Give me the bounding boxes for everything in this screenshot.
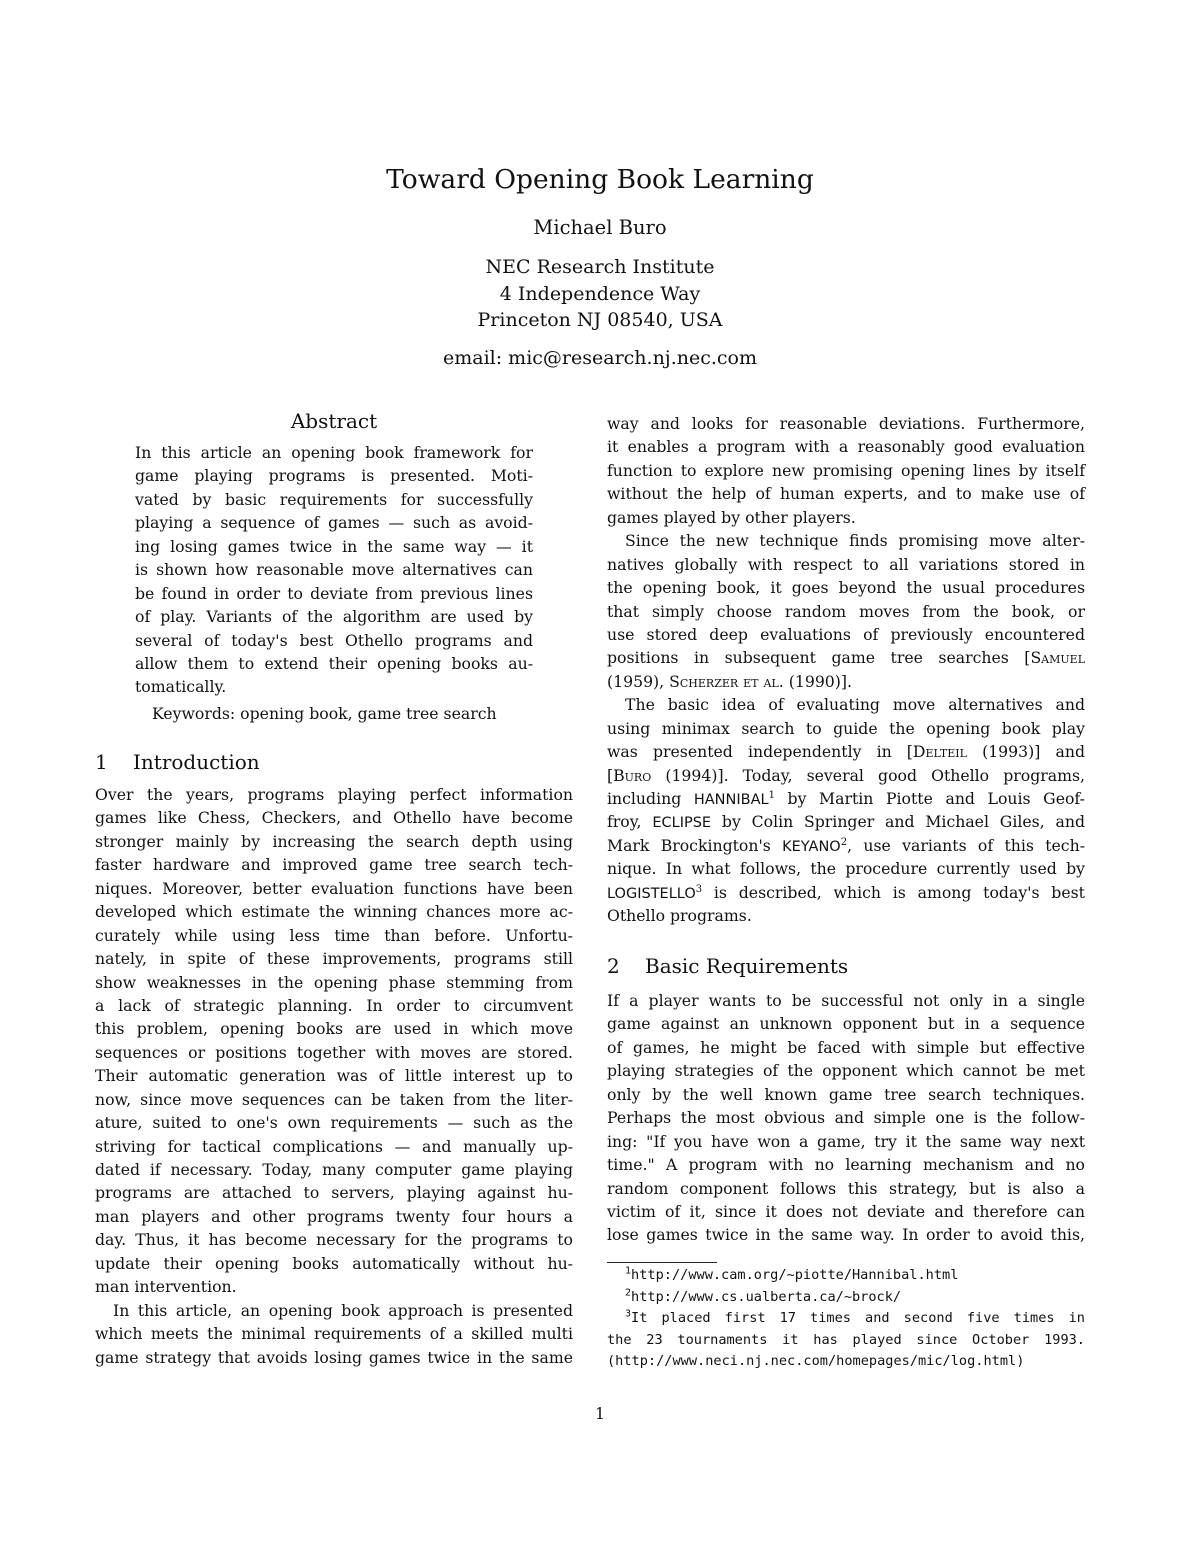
- text-run: froy,: [607, 812, 653, 832]
- footnote-3: [607, 1308, 1085, 1373]
- footnote-line[interactable]: (http://www.neci.nj.nec.com/homepages/mic/log.html): [607, 1353, 1025, 1369]
- body-line: [607, 670, 1085, 693]
- section-title: Introduction: [133, 750, 260, 774]
- text-run: Mark Brockington's: [607, 835, 783, 855]
- paper-title: Toward Opening Book Learning: [386, 164, 814, 195]
- body-line: [607, 764, 1085, 787]
- body-line: time." A program with no learning mechanism and no: [607, 1155, 1085, 1175]
- body-line: day. Thus, it has become necessary for the programs to: [95, 1230, 573, 1250]
- body-line: natives globally with respect to all variations stored in: [607, 554, 1085, 574]
- footnote-line: [607, 1308, 1085, 1330]
- footnote-mark: 3: [695, 883, 703, 895]
- text-run: , use variants of this tech-: [847, 835, 1085, 855]
- body-line: lose games twice in the same way. In order to avoid this,: [607, 1225, 1085, 1245]
- body-line: using minimax search to guide the opening book play: [607, 718, 1085, 738]
- body-line: Perhaps the most obvious and simple one is the follow-: [607, 1108, 1085, 1128]
- section-heading-basic-requirements: [607, 952, 848, 980]
- footnote-line: the 23 tournaments it has played since October 1993.: [607, 1331, 1085, 1348]
- footnote-number: 2: [625, 1287, 632, 1299]
- body-line: programs are attached to servers, playing against hu-: [95, 1183, 573, 1203]
- footnote-mark: 2: [840, 836, 848, 848]
- body-line: without the help of human experts, and to make use of: [607, 484, 1085, 504]
- abstract-line: vated by basic requirements for successfully: [135, 489, 533, 509]
- abstract-line: playing a sequence of games — such as avoid-: [135, 513, 533, 533]
- program-name: ECLIPSE: [652, 815, 712, 832]
- abstract-line: be found in order to deviate from previous lines: [135, 583, 533, 603]
- body-line: games like Chess, Checkers, and Othello have become: [95, 808, 573, 828]
- footnote-mark: 1: [768, 789, 775, 801]
- body-line: [607, 646, 1085, 669]
- text-run: (1959),: [607, 671, 670, 691]
- program-name: KEYANO: [782, 838, 841, 855]
- citation: Scherzer et al.: [669, 671, 784, 691]
- author-name: Michael Buro: [533, 216, 667, 239]
- body-line: developed which estimate the winning chances more ac-: [95, 902, 573, 922]
- footnote-number: 1: [625, 1265, 632, 1277]
- footnote-2: [607, 1287, 1085, 1309]
- body-line: [607, 834, 1085, 857]
- body-line: stronger mainly by increasing the search depth using: [95, 831, 573, 851]
- abstract-line: In this article an opening book framework for: [135, 443, 533, 462]
- citation: Buro: [613, 765, 652, 785]
- footnote-number: 3: [625, 1308, 632, 1320]
- footnote-url[interactable]: http://www.cs.ualberta.ca/~brock/: [631, 1289, 902, 1305]
- text-run: (1994)]. Today, several good Othello programs,: [651, 765, 1085, 785]
- affiliation-line: Princeton NJ 08540, USA: [477, 309, 723, 331]
- body-line: use stored deep evaluations of previously encountered: [607, 624, 1085, 644]
- body-line: The basic idea of evaluating move alternatives and: [625, 695, 1085, 715]
- footnote-url[interactable]: http://www.cam.org/~piotte/Hannibal.html: [631, 1267, 959, 1283]
- abstract-line: game playing programs is presented. Moti-: [135, 466, 533, 486]
- body-line: which meets the minimal requirements of a skilled multi: [95, 1324, 573, 1344]
- body-line: faster hardware and improved game tree search tech-: [95, 855, 573, 875]
- text-run: (1990)].: [783, 671, 853, 691]
- body-line: victim of it, since it does not deviate and therefore can: [607, 1201, 1085, 1221]
- section-title: Basic Requirements: [645, 954, 849, 978]
- body-line: ing: "If you have won a game, try it the same way next: [607, 1131, 1085, 1151]
- body-line: nately, in spite of these improvements, programs still: [95, 949, 573, 969]
- body-line: now, since move sequences can be taken from the liter-: [95, 1089, 573, 1109]
- body-line: If a player wants to be successful not only in a single: [607, 991, 1085, 1010]
- basic-requirements-body: [607, 989, 1085, 1247]
- footnote-body: [607, 1289, 901, 1305]
- body-line: game against an unknown opponent but in a sequence: [607, 1014, 1085, 1034]
- body-line: it enables a program with a reasonably good evaluation: [607, 437, 1085, 457]
- body-line: of games, he might be faced with simple but effective: [607, 1037, 1085, 1057]
- keywords: Keywords: opening book, game tree search: [152, 704, 497, 723]
- abstract-line: several of today's best Othello programs and: [135, 630, 533, 650]
- text-run: by Colin Springer and Michael Giles, and: [711, 812, 1085, 832]
- footnote-1: [607, 1265, 1085, 1287]
- footnote-rule: [607, 1262, 717, 1263]
- right-column-body: [607, 412, 1085, 928]
- citation: Samuel: [1030, 648, 1085, 668]
- body-line: [607, 787, 1085, 810]
- body-line: a lack of strategic planning. In order to circumvent: [95, 995, 573, 1015]
- body-line: Othello programs.: [607, 906, 752, 926]
- body-line: ature, suited to one's own requirements — such as the: [95, 1113, 573, 1133]
- section-number: 2: [607, 954, 620, 978]
- body-line: [607, 881, 1085, 904]
- author-email: email: mic@research.nj.nec.com: [443, 347, 757, 369]
- text-run: (1993)] and: [966, 742, 1085, 762]
- body-line: Over the years, programs playing perfect information: [95, 785, 573, 804]
- body-line: niques. Moreover, better evaluation functions have been: [95, 878, 573, 898]
- body-line: In this article, an opening book approach is presented: [113, 1300, 573, 1320]
- abstract-heading: Abstract: [290, 409, 378, 433]
- body-line: random component follows this strategy, but is also a: [607, 1178, 1085, 1198]
- body-line: sequences or positions together with moves are stored.: [95, 1042, 573, 1062]
- text-run: [: [607, 765, 614, 785]
- text-run: was presented independently in [: [607, 742, 913, 762]
- text-run: positions in subsequent game tree searches [: [607, 648, 1031, 668]
- body-line: [607, 740, 1085, 763]
- body-line: function to explore new promising opening lines by itself: [607, 460, 1085, 480]
- abstract-line: tomatically.: [135, 677, 227, 697]
- text-run: including: [607, 789, 694, 808]
- body-line: dated if necessary. Today, many computer game playing: [95, 1160, 573, 1179]
- introduction-body: [95, 783, 573, 1369]
- body-line: games played by other players.: [607, 507, 856, 527]
- program-name: HANNIBAL: [693, 792, 769, 808]
- abstract-line: allow them to extend their opening books au-: [135, 653, 533, 673]
- body-line: show weaknesses in the opening phase stemming from: [95, 972, 573, 992]
- affiliation: [0, 254, 1200, 334]
- abstract-line: is shown how reasonable move alternatives can: [135, 560, 533, 580]
- affiliation-line: 4 Independence Way: [499, 282, 701, 305]
- section-number: 1: [95, 750, 108, 774]
- page-number: 1: [595, 1404, 605, 1423]
- body-line: this problem, opening books are used in which move: [95, 1019, 573, 1039]
- affiliation-line: NEC Research Institute: [485, 256, 715, 278]
- citation: Delteil: [912, 742, 967, 762]
- text-run: is described, which is among today's best: [702, 882, 1085, 902]
- body-line: curately while using less time than before. Unfortu-: [95, 925, 573, 945]
- body-line: nique. In what follows, the procedure currently used by: [607, 859, 1085, 879]
- section-heading-introduction: [95, 748, 260, 776]
- text-run: It placed first 17 times and second five times in: [631, 1310, 1085, 1326]
- body-line: game strategy that avoids losing games twice in the same: [95, 1347, 573, 1367]
- body-line: [607, 810, 1085, 833]
- abstract-line: ing losing games twice in the same way — it: [135, 536, 533, 556]
- body-line: the opening book, it goes beyond the usual procedures: [607, 578, 1085, 598]
- program-name: LOGISTELLO: [607, 885, 696, 902]
- body-line: Their automatic generation was of little interest up to: [95, 1066, 573, 1086]
- body-line: man intervention.: [95, 1277, 237, 1297]
- body-line: striving for tactical complications — and manually up-: [95, 1136, 573, 1156]
- abstract-body: [135, 441, 533, 699]
- abstract-line: of play. Variants of the algorithm are used by: [135, 607, 533, 627]
- text-run: by Martin Piotte and Louis Geof-: [774, 789, 1085, 808]
- body-line: Since the new technique finds promising move alter-: [625, 531, 1085, 551]
- body-line: way and looks for reasonable deviations. Furthermore,: [607, 414, 1085, 433]
- body-line: man players and other programs twenty four hours a: [95, 1206, 573, 1226]
- footnote-body: [607, 1267, 958, 1283]
- body-line: that simply choose random moves from the book, or: [607, 601, 1085, 621]
- body-line: only by the well known game tree search techniques.: [607, 1084, 1085, 1104]
- body-line: playing strategies of the opponent which cannot be met: [607, 1061, 1085, 1081]
- body-line: update their opening books automatically without hu-: [95, 1253, 573, 1273]
